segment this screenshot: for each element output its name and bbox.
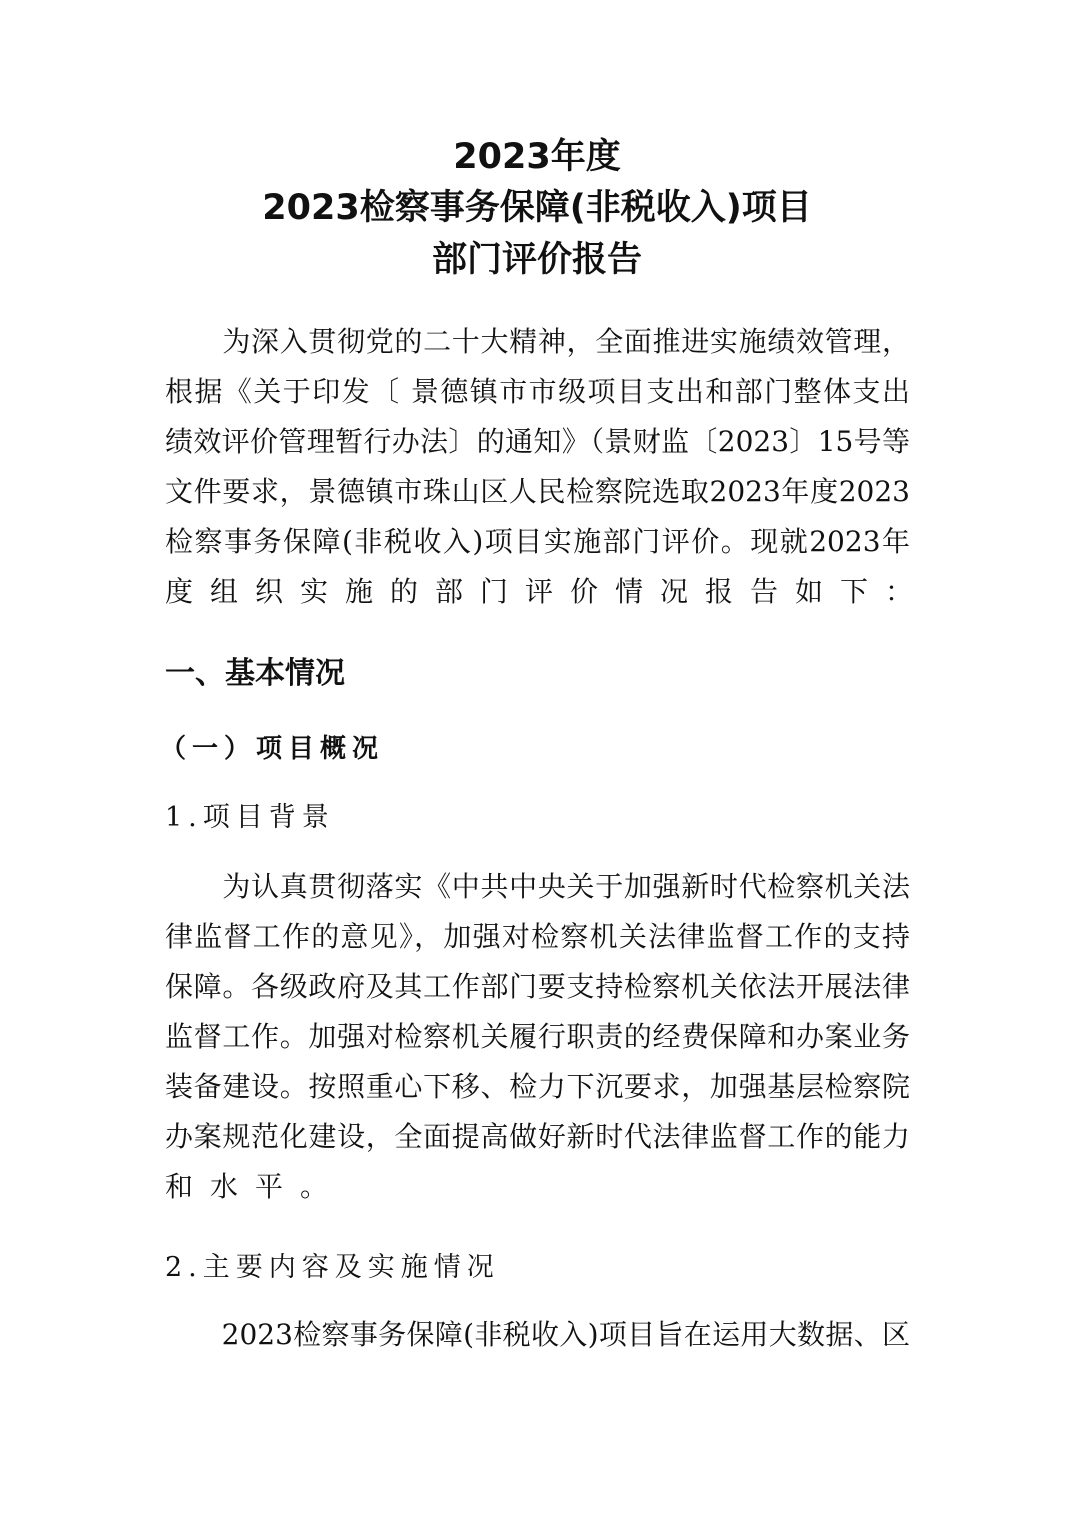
text-line: 保障。各级政府及其工作部门要支持检察机关依法开展法律 xyxy=(165,970,910,1003)
doc-title-line-3: 部门评价报告 xyxy=(431,240,642,280)
doc-title-line-2: 2023检察事务保障(非税收入)项目 xyxy=(262,188,812,228)
text-line: 和水平。 xyxy=(165,1170,346,1203)
text-line: 装备建设。按照重心下移、检力下沉要求，加强基层检察院 xyxy=(165,1070,910,1103)
text-line: 办案规范化建设，全面提高做好新时代法律监督工作的能力 xyxy=(165,1120,910,1153)
subsection-heading: （一）项目概况 xyxy=(160,734,385,764)
text-line: 文件要求，景德镇市珠山区人民检察院选取2023年度2023 xyxy=(165,475,910,508)
text-line: 为认真贯彻落实《中共中央关于加强新时代检察机关法 xyxy=(165,870,910,903)
item-heading: 1.项目背景 xyxy=(165,802,335,833)
doc-title-line-1: 2023年度 xyxy=(453,137,621,177)
text-line: 律监督工作的意见》，加强对检察机关法律监督工作的支持 xyxy=(165,920,910,953)
text-line: 2023检察事务保障(非税收入)项目旨在运用大数据、区 xyxy=(165,1318,910,1351)
text-line: 监督工作。加强对检察机关履行职责的经费保障和办案业务 xyxy=(165,1020,910,1053)
text-line: 为深入贯彻党的二十大精神，全面推进实施绩效管理， xyxy=(165,325,910,358)
text-line: 绩效评价管理暂行办法〕的通知》（景财监〔2023〕15号等 xyxy=(165,425,910,458)
item-heading: 2.主要内容及实施情况 xyxy=(165,1252,500,1283)
text-line: 根据《关于印发〔 景德镇市市级项目支出和部门整体支出 xyxy=(165,375,910,408)
text-line: 检察事务保障(非税收入)项目实施部门评价。现就2023年 xyxy=(165,525,910,558)
background-paragraph xyxy=(165,862,910,1212)
intro-paragraph xyxy=(165,317,931,617)
text-line: 度组织实施的部门评价情况报告如下： xyxy=(165,575,931,608)
content-paragraph xyxy=(165,1310,910,1360)
section-heading: 一、基本情况 xyxy=(165,656,345,691)
